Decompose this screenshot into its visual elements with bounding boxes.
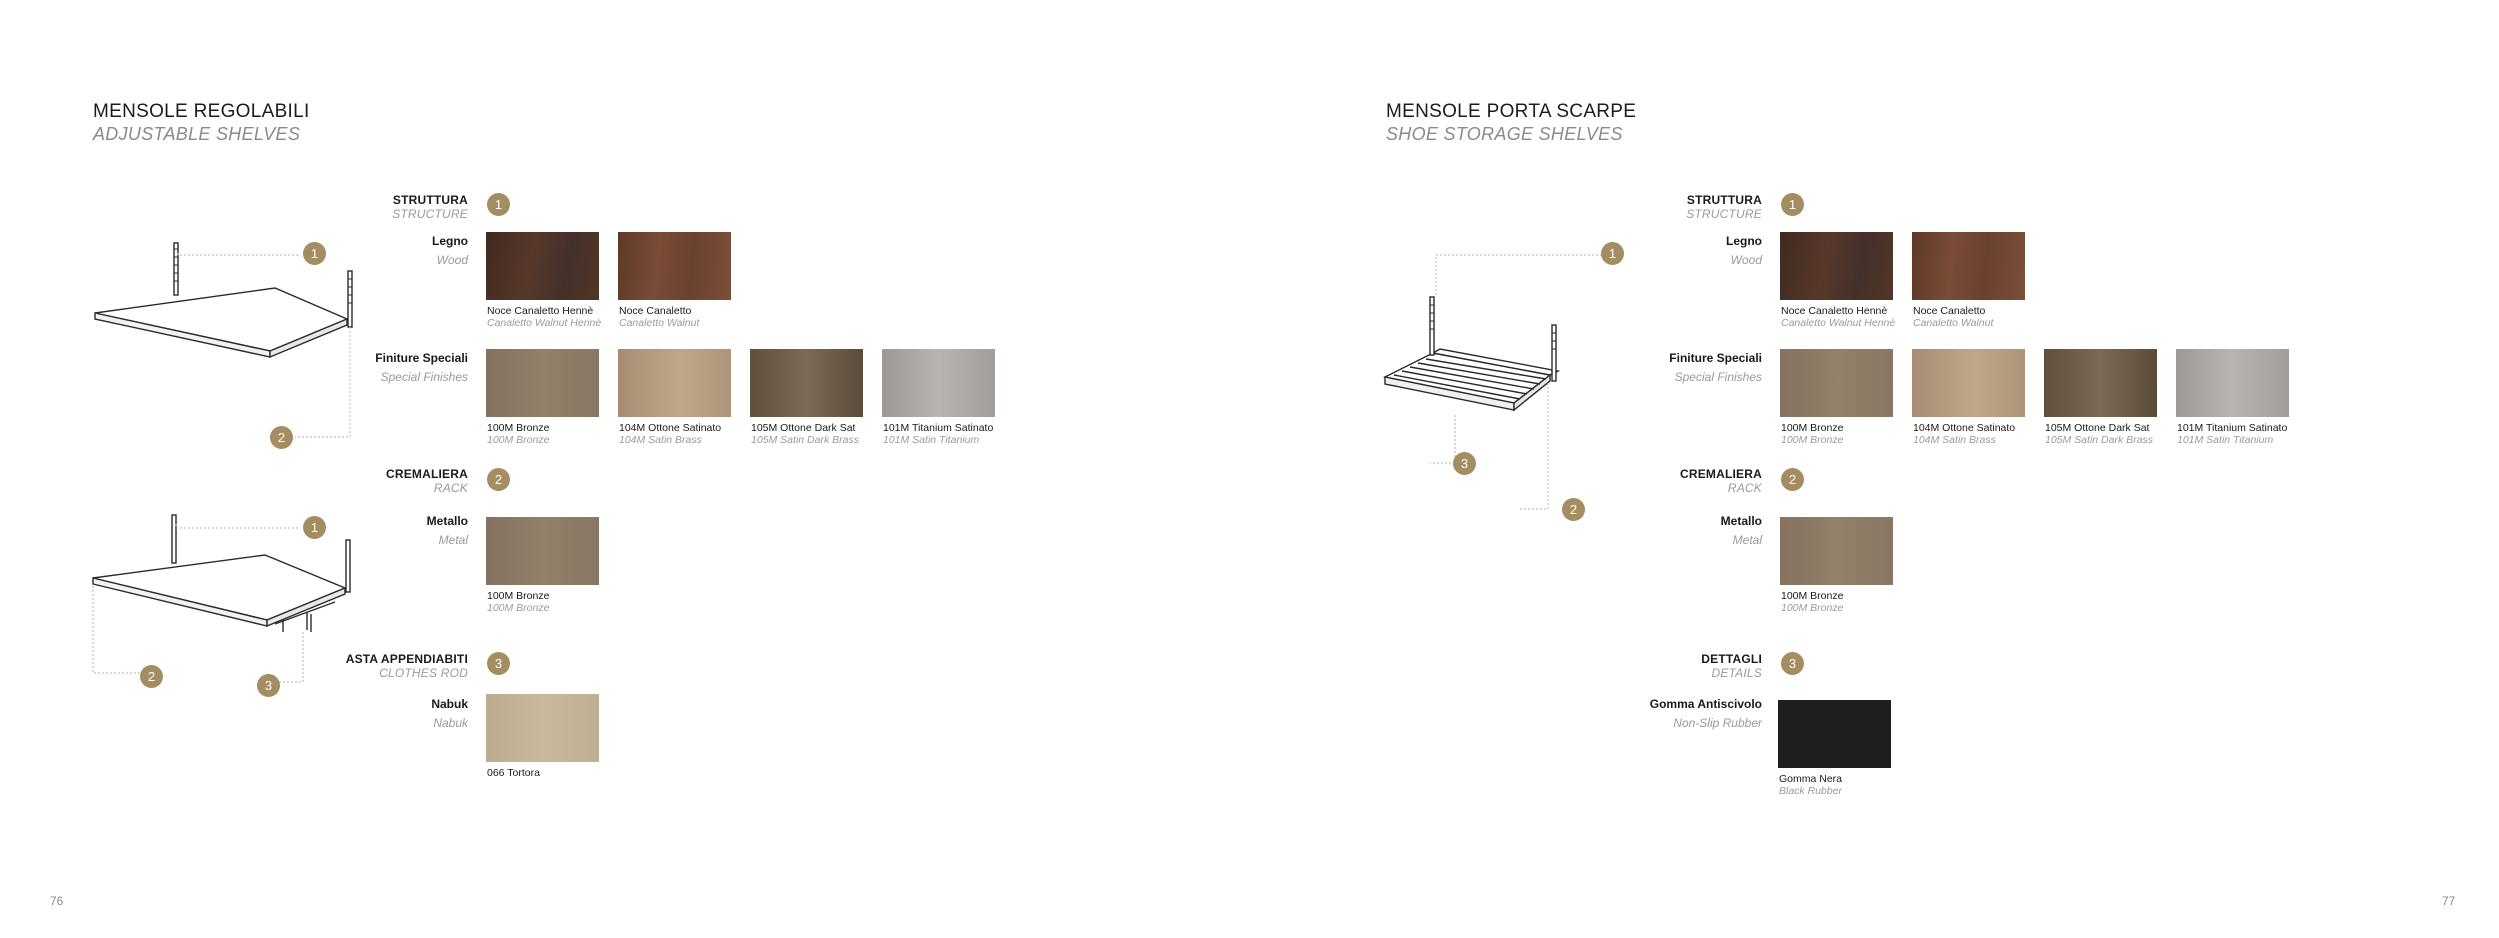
left-page xyxy=(0,0,1249,938)
swatch-caption: Noce Canaletto Hennè Canaletto Walnut Hennè xyxy=(487,305,602,329)
swatch-caption: 101M Titanium Satinato 101M Satin Titanium xyxy=(2177,422,2288,446)
swatch-caption: 105M Ottone Dark Sat 105M Satin Dark Brass xyxy=(2045,422,2153,446)
nabuk-label: Nabuk Nabuk xyxy=(431,697,468,730)
callout-badge-2: 2 xyxy=(270,426,293,449)
swatch-066-tortora[interactable] xyxy=(486,694,599,762)
swatch-noce-canaletto-henne[interactable] xyxy=(1780,232,1893,300)
swatch-gomma-nera[interactable] xyxy=(1778,700,1891,768)
page-title: MENSOLE PORTA SCARPE xyxy=(1386,101,1637,122)
swatch-caption: Noce Canaletto Hennè Canaletto Walnut Hennè xyxy=(1781,305,1896,329)
section-rack-label: CREMALIERA RACK xyxy=(386,467,468,495)
section-badge-3: 3 xyxy=(487,652,510,675)
swatch-100m-bronze[interactable] xyxy=(486,517,599,585)
swatch-caption: 104M Ottone Satinato 104M Satin Brass xyxy=(619,422,722,446)
swatch-100m-bronze[interactable] xyxy=(486,349,599,417)
swatch-caption: 101M Titanium Satinato 101M Satin Titanium xyxy=(883,422,994,446)
swatch-noce-canaletto[interactable] xyxy=(618,232,731,300)
swatch-101m-titanium-satinato[interactable] xyxy=(882,349,995,417)
swatch-100m-bronze[interactable] xyxy=(1780,517,1893,585)
non-slip-rubber-label: Gomma Antiscivolo Non-Slip Rubber xyxy=(1649,697,1762,730)
callout-badge-3: 3 xyxy=(1453,452,1476,475)
right-page xyxy=(1250,0,2499,938)
callout-badge-2: 2 xyxy=(1562,498,1585,521)
callout-badge-3: 3 xyxy=(257,674,280,697)
section-rack-label: CREMALIERA RACK xyxy=(1680,467,1762,495)
swatch-100m-bronze[interactable] xyxy=(1780,349,1893,417)
special-finishes-label: Finiture Speciali Special Finishes xyxy=(1669,351,1762,384)
special-finishes-label: Finiture Speciali Special Finishes xyxy=(375,351,468,384)
page-subtitle: ADJUSTABLE SHELVES xyxy=(93,124,301,144)
swatch-caption: Noce Canaletto Canaletto Walnut xyxy=(619,305,700,329)
section-structure-label: STRUTTURA STRUCTURE xyxy=(1686,193,1762,221)
swatch-104m-ottone-satinato[interactable] xyxy=(618,349,731,417)
swatch-104m-ottone-satinato[interactable] xyxy=(1912,349,2025,417)
callout-badge-1: 1 xyxy=(303,516,326,539)
adjustable-shelf-illustration xyxy=(85,235,365,455)
page-title: MENSOLE REGOLABILI xyxy=(93,101,310,122)
section-structure-label: STRUTTURA STRUCTURE xyxy=(392,193,468,221)
swatch-caption: 100M Bronze 100M Bronze xyxy=(487,590,550,614)
section-badge-1: 1 xyxy=(487,193,510,216)
swatch-caption: 100M Bronze 100M Bronze xyxy=(487,422,550,446)
swatch-noce-canaletto[interactable] xyxy=(1912,232,2025,300)
callout-badge-1: 1 xyxy=(303,242,326,265)
swatch-101m-titanium-satinato[interactable] xyxy=(2176,349,2289,417)
swatch-noce-canaletto-henne[interactable] xyxy=(486,232,599,300)
wood-label: Legno Wood xyxy=(1726,234,1762,267)
section-badge-2: 2 xyxy=(1781,468,1804,491)
swatch-caption: 100M Bronze 100M Bronze xyxy=(1781,590,1844,614)
page-subtitle: SHOE STORAGE SHELVES xyxy=(1386,124,1623,144)
page-number: 76 xyxy=(50,894,64,908)
metal-label: Metallo Metal xyxy=(1720,514,1762,547)
swatch-caption: Noce Canaletto Canaletto Walnut xyxy=(1913,305,1994,329)
metal-label: Metallo Metal xyxy=(426,514,468,547)
callout-badge-2: 2 xyxy=(140,665,163,688)
swatch-105m-ottone-dark-sat[interactable] xyxy=(2044,349,2157,417)
page-number: 77 xyxy=(2442,894,2456,908)
section-badge-3: 3 xyxy=(1781,652,1804,675)
wood-label: Legno Wood xyxy=(432,234,468,267)
section-details-label: DETTAGLI DETAILS xyxy=(1701,652,1762,680)
callout-badge-1: 1 xyxy=(1601,242,1624,265)
swatch-caption: Gomma Nera Black Rubber xyxy=(1779,773,1843,797)
section-badge-2: 2 xyxy=(487,468,510,491)
swatch-caption: 100M Bronze 100M Bronze xyxy=(1781,422,1844,446)
swatch-105m-ottone-dark-sat[interactable] xyxy=(750,349,863,417)
section-clothes-rod-label: ASTA APPENDIABITI CLOTHES ROD xyxy=(345,652,468,680)
swatch-caption: 104M Ottone Satinato 104M Satin Brass xyxy=(1913,422,2016,446)
swatch-caption: 105M Ottone Dark Sat 105M Satin Dark Brass xyxy=(751,422,859,446)
swatch-caption: 066 Tortora xyxy=(487,767,540,779)
section-badge-1: 1 xyxy=(1781,193,1804,216)
